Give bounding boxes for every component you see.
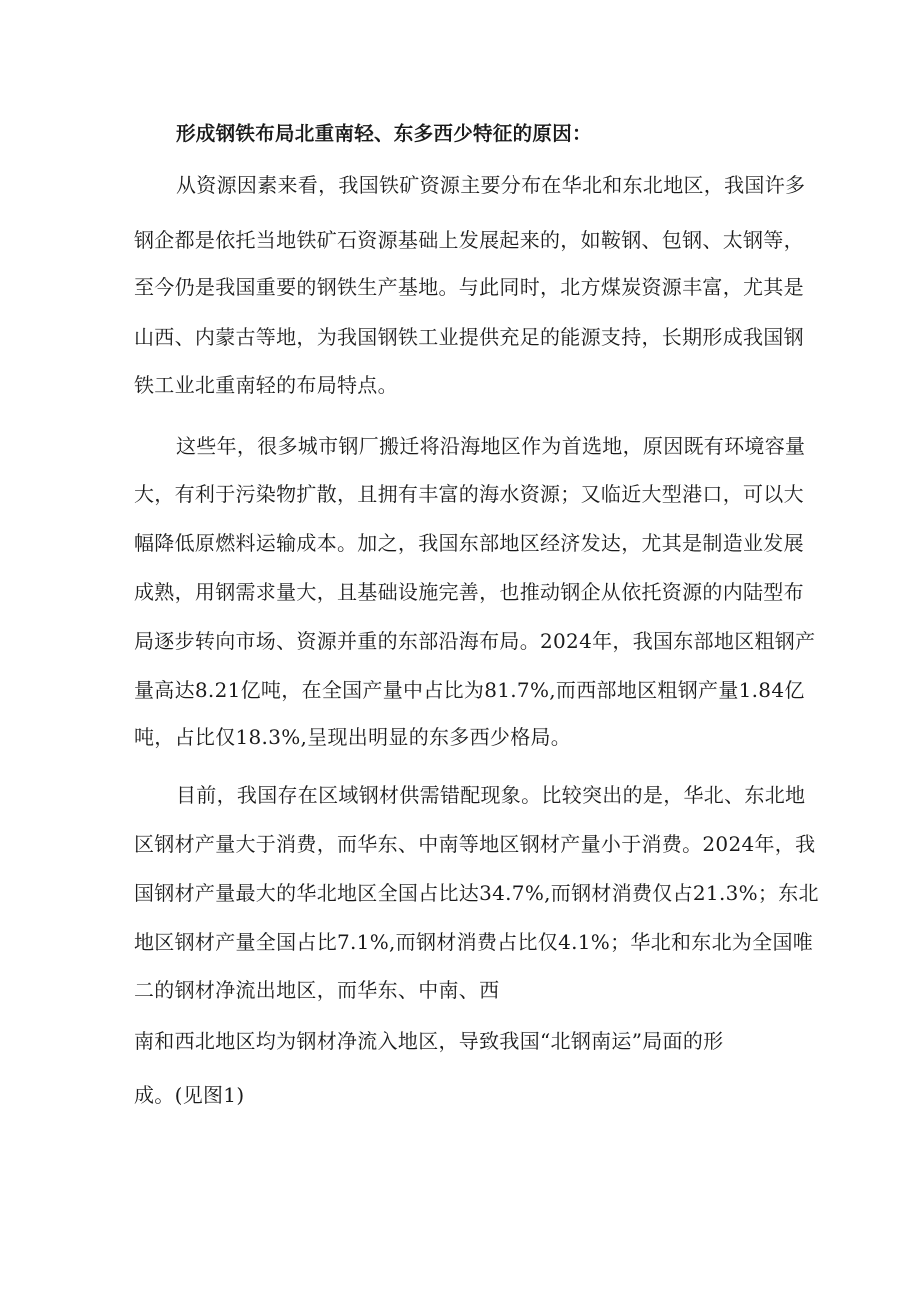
paragraph-line: 国钢材产量最大的华北地区全国占比达34.7%,而钢材消费仅占21.3%；东北 — [134, 881, 819, 905]
paragraph-line: 钢企都是依托当地铁矿石资源基础上发展起来的，如鞍钢、包钢、太钢等， — [134, 228, 804, 252]
paragraph-line: 成。(见图1) — [134, 1083, 245, 1107]
paragraph-line: 二的钢材净流出地区，而华东、中南、西 — [134, 978, 500, 1002]
paragraph-line: 地区钢材产量全国占比7.1%,而钢材消费占比仅4.1%；华北和东北为全国唯 — [134, 930, 814, 954]
paragraph-line: 南和西北地区均为钢材净流入地区，导致我国“北钢南运”局面的形 — [134, 1029, 724, 1053]
paragraph-line: 量高达8.21亿吨，在全国产量中占比为81.7%,而西部地区粗钢产量1.84亿 — [134, 678, 805, 702]
paragraph-line: 从资源因素来看，我国铁矿资源主要分布在华北和东北地区，我国许多 — [176, 173, 806, 197]
paragraph-line: 至今仍是我国重要的钢铁生产基地。与此同时，北方煤炭资源丰富，尤其是 — [134, 275, 804, 299]
paragraph-line: 局逐步转向市场、资源并重的东部沿海布局。2024年，我国东部地区粗钢产 — [134, 629, 816, 653]
paragraph-line: 大，有利于污染物扩散，且拥有丰富的海水资源；又临近大型港口，可以大 — [134, 482, 804, 506]
paragraph-line: 目前，我国存在区域钢材供需错配现象。比较突出的是，华北、东北地 — [176, 783, 806, 807]
paragraph-line: 铁工业北重南轻的布局特点。 — [134, 373, 398, 397]
paragraph-line: 吨，占比仅18.3%,呈现出明显的东多西少格局。 — [134, 725, 572, 749]
paragraph-line: 成熟，用钢需求量大，且基础设施完善，也推动钢企从依托资源的内陆型布 — [134, 580, 804, 604]
paragraph-line: 这些年，很多城市钢厂搬迁将沿海地区作为首选地，原因既有环境容量 — [176, 434, 806, 458]
paragraph-line: 山西、内蒙古等地，为我国钢铁工业提供充足的能源支持，长期形成我国钢 — [134, 325, 804, 349]
paragraph-line: 区钢材产量大于消费，而华东、中南等地区钢材产量小于消费。2024年，我 — [134, 832, 816, 856]
paragraph-line: 幅降低原燃料运输成本。加之，我国东部地区经济发达，尤其是制造业发展 — [134, 531, 804, 555]
section-heading: 形成钢铁布局北重南轻、东多西少特征的原因： — [176, 122, 592, 145]
